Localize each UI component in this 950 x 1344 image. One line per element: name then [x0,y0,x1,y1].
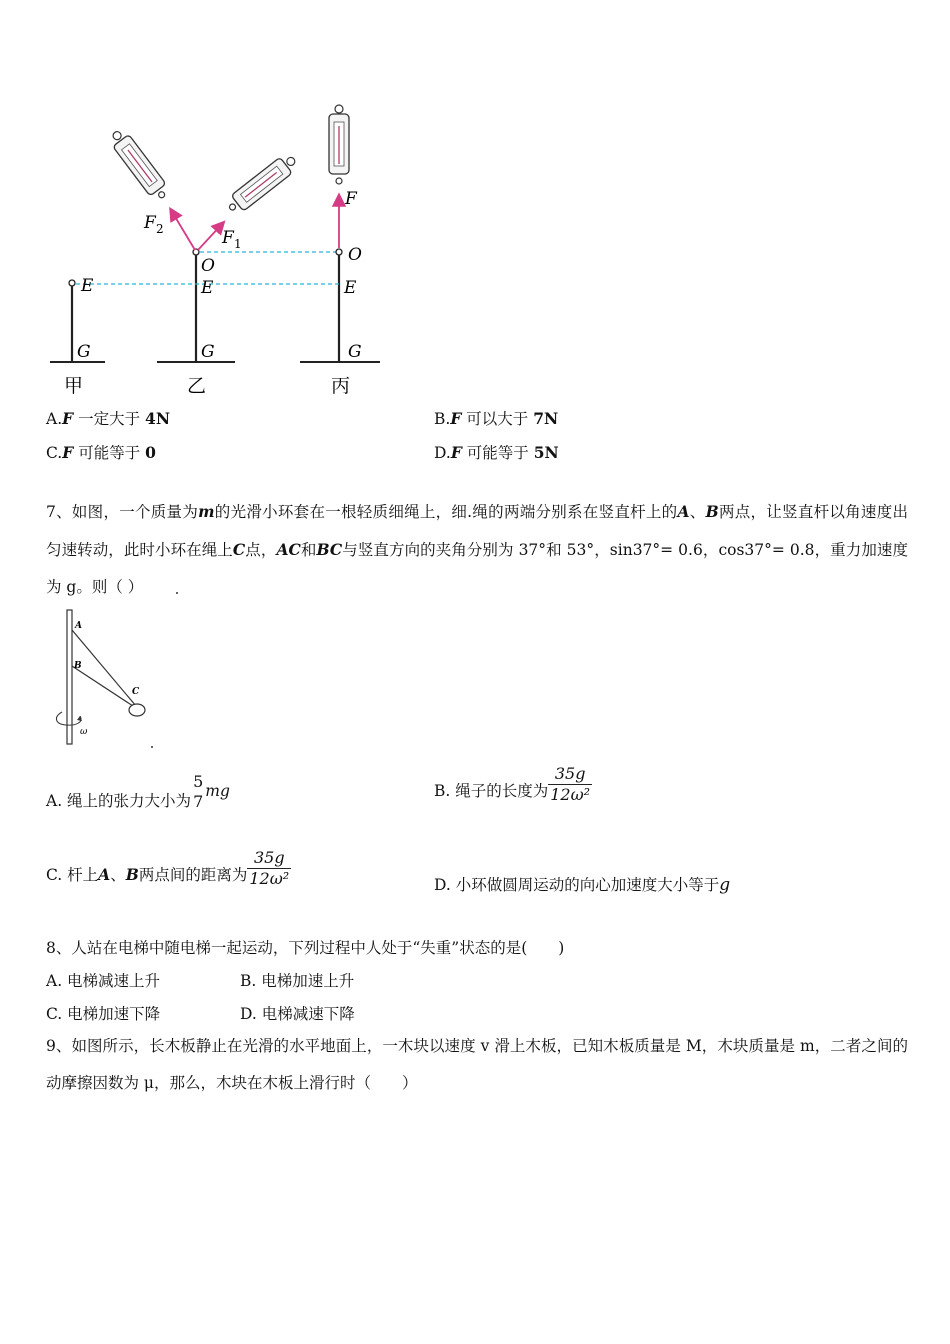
q6-option-b[interactable]: B.F 可以大于 7N [434,409,559,428]
q7-option-c[interactable]: C. 杆上A、B两点间的距离为 $\frac{35g}{\text{12ω²}}$ [46,847,290,888]
stray-dot [176,592,178,594]
label-omega: ω [80,727,88,737]
stray-dot-2 [151,746,153,748]
q7-option-b[interactable]: B. 绳子的长度为 $\frac{35g}{\text{12ω²}}$ [434,763,591,804]
q6-option-c[interactable]: C.F 可能等于 0 [46,443,156,462]
label-yi: 乙 [187,375,207,397]
vertical-rod [67,610,72,744]
q7-stem: 7、如图，一个质量为m的光滑小环套在一根轻质细绳上，细.绳的两端分别系在竖直杆上的A、B两点，让竖直杆以角速度出匀速转动，此时小环在绳上C点，AC和BC与竖直方向的夹角分别为 37°和 53°，sin37°= 0.6，cos37°= 0.8，重力加速度为 g。则（ ） [46,502,908,596]
label-C: C [132,687,140,697]
point-O-bing [336,249,342,255]
label-G-jia: G [77,342,91,362]
label-F2: F [144,213,156,233]
label-B: B [74,661,82,671]
q6-option-a[interactable]: A.F 一定大于 4N [46,409,170,428]
label-E-jia: E [81,276,94,296]
arrow-F2 [171,210,195,250]
fraction-35g-12w2: $\frac{35g}{\text{12ω²}}$ [550,763,591,804]
arrow-F1 [198,223,223,250]
label-A: A [75,621,82,631]
label-O-yi: O [201,256,215,276]
q7-option-d[interactable]: D. 小环做圆周运动的向心加速度大小等于g [434,875,731,895]
label-O-bing: O [348,245,362,265]
label-E-yi: E [201,278,214,298]
label-F: F [345,189,357,209]
label-bing: 丙 [331,375,351,397]
label-F1: F [222,228,234,248]
q6-option-d[interactable]: D.F 可能等于 5N [434,443,559,462]
fraction-35g-12w2-c: $\frac{35g}{\text{12ω²}}$ [249,847,290,888]
label-jia: 甲 [64,375,84,397]
point-E-jia [69,280,75,286]
q8-option-a[interactable]: A. 电梯减速上升 [46,972,161,990]
rope-BC [72,666,136,708]
spring-scale-F2 [107,126,172,203]
q7-option-a[interactable]: A. 绳上的张力大小为 5 7 mg [46,772,230,811]
q7-rod-figure [50,608,160,750]
label-E-bing: E [344,278,357,298]
spring-scale-F [329,105,349,184]
label-G-bing: G [348,342,362,362]
label-G-yi: G [201,342,215,362]
q9-stem: 9、如图所示，长木板静止在光滑的水平地面上，一木块以速度 v 滑上木板，已知木板质量是 M，木块质量是 m，二者之间的动摩擦因数为 μ，那么，木块在木板上滑行时（ ） [46,1037,908,1092]
q8-option-d[interactable]: D. 电梯减速下降 [240,1005,355,1023]
spring-scale-figure [40,100,380,400]
q8-option-b[interactable]: B. 电梯加速上升 [240,972,355,990]
q8-stem: 8、人站在电梯中随电梯一起运动，下列过程中人处于“失重”状态的是( ) [46,939,565,957]
label-F1-sub: 1 [234,237,242,251]
fraction-5-7: 5 7 [193,772,204,811]
ring-C [129,704,145,716]
label-F2-sub: 2 [156,222,164,236]
q8-option-c[interactable]: C. 电梯加速下降 [46,1005,161,1023]
spring-scale-F1 [224,151,300,217]
